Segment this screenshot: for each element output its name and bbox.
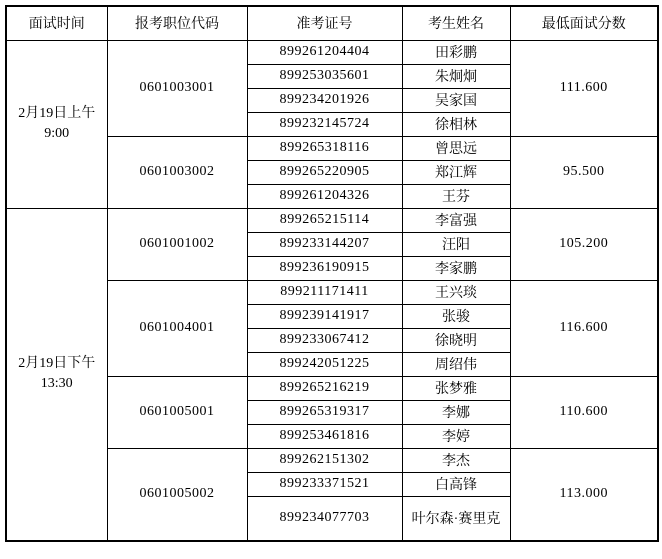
name-cell: 曾思远 (402, 136, 510, 160)
ticket-cell: 899242051225 (247, 352, 402, 376)
ticket-cell: 899265220905 (247, 160, 402, 184)
interview-score-table (5, 5, 659, 542)
header-interview-time: 面试时间 (6, 6, 107, 40)
position-code-cell: 0601003002 (107, 136, 247, 208)
ticket-cell: 899233371521 (247, 472, 402, 496)
ticket-cell: 899262151302 (247, 448, 402, 472)
position-code-cell: 0601001002 (107, 208, 247, 280)
time-line2: 13:30 (40, 376, 73, 392)
name-cell: 郑江辉 (402, 160, 510, 184)
table-row (6, 40, 658, 64)
position-code-cell: 0601003001 (107, 40, 247, 136)
ticket-cell: 899265216219 (247, 376, 402, 400)
name-cell: 李娜 (402, 400, 510, 424)
header-min-score: 最低面试分数 (510, 6, 658, 40)
score-cell: 105.200 (510, 208, 658, 280)
score-cell: 95.500 (510, 136, 658, 208)
name-cell: 吴家国 (402, 88, 510, 112)
name-cell: 白高锋 (402, 472, 510, 496)
name-cell: 朱炯炯 (402, 64, 510, 88)
name-cell: 徐晓明 (402, 328, 510, 352)
name-cell: 张骏 (402, 304, 510, 328)
ticket-cell: 899236190915 (247, 256, 402, 280)
ticket-cell: 899233067412 (247, 328, 402, 352)
name-cell: 汪阳 (402, 232, 510, 256)
ticket-cell: 899234077703 (247, 496, 402, 541)
header-candidate-name: 考生姓名 (402, 6, 510, 40)
name-cell: 李富强 (402, 208, 510, 232)
name-cell: 李婷 (402, 424, 510, 448)
ticket-cell: 899265215114 (247, 208, 402, 232)
position-code-cell: 0601004001 (107, 280, 247, 376)
header-position-code: 报考职位代码 (107, 6, 247, 40)
name-cell: 叶尔森·赛里克 (402, 496, 510, 541)
name-cell: 张梦雅 (402, 376, 510, 400)
name-cell: 周绍伟 (402, 352, 510, 376)
ticket-cell: 899261204326 (247, 184, 402, 208)
time-line1: 2月19日上午 (18, 105, 96, 121)
name-cell: 李家鹏 (402, 256, 510, 280)
time-line2: 9:00 (44, 126, 70, 141)
name-cell: 王兴琰 (402, 280, 510, 304)
name-cell: 王芬 (402, 184, 510, 208)
time-line1: 2月19日下午 (18, 355, 96, 371)
time-cell-morning (6, 40, 107, 208)
score-cell: 113.000 (510, 448, 658, 541)
ticket-cell: 899234201926 (247, 88, 402, 112)
ticket-cell: 899233144207 (247, 232, 402, 256)
header-row (6, 6, 658, 40)
ticket-cell: 899261204404 (247, 40, 402, 64)
ticket-cell: 899253035601 (247, 64, 402, 88)
name-cell: 李杰 (402, 448, 510, 472)
ticket-cell: 899232145724 (247, 112, 402, 136)
ticket-cell: 899211171411 (247, 280, 402, 304)
ticket-cell: 899253461816 (247, 424, 402, 448)
position-code-cell: 0601005001 (107, 376, 247, 448)
ticket-cell: 899239141917 (247, 304, 402, 328)
score-cell: 111.600 (510, 40, 658, 136)
header-ticket-number: 准考证号 (247, 6, 402, 40)
score-cell: 110.600 (510, 376, 658, 448)
position-code-cell: 0601005002 (107, 448, 247, 541)
name-cell: 徐相林 (402, 112, 510, 136)
ticket-cell: 899265318116 (247, 136, 402, 160)
ticket-cell: 899265319317 (247, 400, 402, 424)
table-row (6, 208, 658, 232)
name-cell: 田彩鹏 (402, 40, 510, 64)
time-cell-afternoon (6, 208, 107, 541)
score-cell: 116.600 (510, 280, 658, 376)
